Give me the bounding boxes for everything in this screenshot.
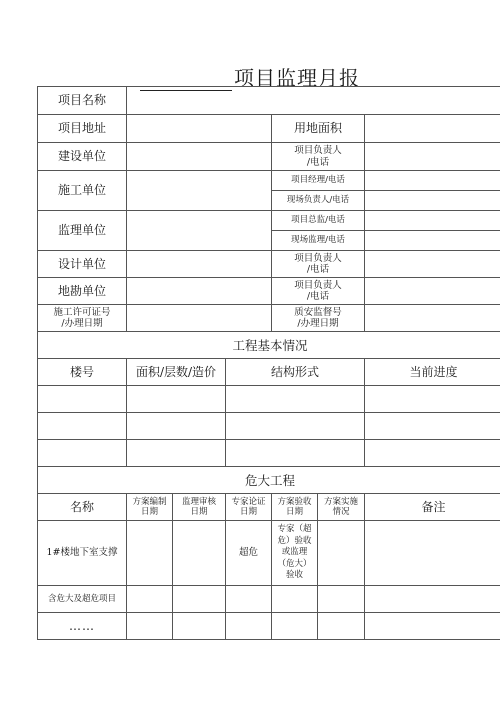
danger-row1-name: 1#楼地下室支撑	[38, 521, 127, 586]
danger-section-heading: 危大工程	[38, 467, 500, 494]
basic-cell[interactable]	[38, 386, 127, 413]
land-area-label: 用地面积	[272, 115, 365, 143]
permit-value[interactable]	[127, 305, 272, 332]
construction-unit-label: 建设单位	[38, 143, 127, 171]
project-name-value[interactable]	[127, 87, 500, 115]
danger-cell[interactable]	[226, 613, 272, 640]
basic-header-building: 楼号	[38, 359, 127, 386]
danger-cell[interactable]	[127, 586, 173, 613]
danger-header-name: 名称	[38, 494, 127, 521]
danger-header-expert-date: 专家论证 日期	[226, 494, 272, 521]
danger-cell[interactable]	[272, 613, 318, 640]
danger-cell[interactable]	[365, 521, 500, 586]
danger-header-note: 备注	[365, 494, 500, 521]
design-contact-label: 项目负责人 /电话	[272, 251, 365, 278]
basic-section-heading: 工程基本情况	[38, 332, 500, 359]
project-address-value[interactable]	[127, 115, 272, 143]
supervision-chief-label: 项目总监/电话	[272, 211, 365, 231]
danger-header-accept-date: 方案验收 日期	[272, 494, 318, 521]
survey-contact-label: 项目负责人 /电话	[272, 278, 365, 305]
danger-row3-name: ……	[38, 613, 127, 640]
basic-cell[interactable]	[127, 413, 226, 440]
danger-cell[interactable]	[173, 586, 226, 613]
contractor-pm-value[interactable]	[365, 171, 500, 191]
contractor-site-value[interactable]	[365, 191, 500, 211]
project-address-label: 项目地址	[38, 115, 127, 143]
contractor-pm-label: 项目经理/电话	[272, 171, 365, 191]
construction-contact-label: 项目负责人 /电话	[272, 143, 365, 171]
danger-cell[interactable]	[173, 521, 226, 586]
basic-cell[interactable]	[127, 386, 226, 413]
basic-cell[interactable]	[38, 413, 127, 440]
danger-row1-expert: 超危	[226, 521, 272, 586]
basic-cell[interactable]	[365, 440, 500, 467]
basic-cell[interactable]	[365, 413, 500, 440]
danger-cell[interactable]	[365, 613, 500, 640]
basic-cell[interactable]	[226, 413, 365, 440]
danger-cell[interactable]	[365, 586, 500, 613]
quality-value[interactable]	[365, 305, 500, 332]
danger-cell[interactable]	[127, 521, 173, 586]
danger-header-review-date: 监理审核 日期	[173, 494, 226, 521]
basic-cell[interactable]	[365, 386, 500, 413]
basic-header-progress: 当前进度	[365, 359, 500, 386]
construction-contact-value[interactable]	[365, 143, 500, 171]
construction-unit-value[interactable]	[127, 143, 272, 171]
danger-cell[interactable]	[272, 586, 318, 613]
basic-header-structure: 结构形式	[226, 359, 365, 386]
supervision-site-label: 现场监理/电话	[272, 231, 365, 251]
danger-cell[interactable]	[318, 586, 365, 613]
danger-row2-name: 含危大及超危项目	[38, 586, 127, 613]
monthly-report-table	[37, 86, 500, 640]
contractor-site-label: 现场负责人/电话	[272, 191, 365, 211]
basic-cell[interactable]	[38, 440, 127, 467]
supervision-unit-value[interactable]	[127, 211, 272, 251]
basic-cell[interactable]	[127, 440, 226, 467]
danger-cell[interactable]	[318, 613, 365, 640]
danger-cell[interactable]	[318, 521, 365, 586]
design-unit-value[interactable]	[127, 251, 272, 278]
project-name-label: 项目名称	[38, 87, 127, 115]
quality-label: 质安监督号 /办理日期	[272, 305, 365, 332]
danger-header-plan-date: 方案编制 日期	[127, 494, 173, 521]
contractor-unit-value[interactable]	[127, 171, 272, 211]
basic-cell[interactable]	[226, 440, 365, 467]
permit-label: 施工许可证号 /办理日期	[38, 305, 127, 332]
danger-header-impl: 方案实施 情况	[318, 494, 365, 521]
danger-cell[interactable]	[127, 613, 173, 640]
land-area-value[interactable]	[365, 115, 500, 143]
title-text: 项目监理月报	[234, 66, 360, 90]
supervision-unit-label: 监理单位	[38, 211, 127, 251]
supervision-chief-value[interactable]	[365, 211, 500, 231]
design-unit-label: 设计单位	[38, 251, 127, 278]
danger-cell[interactable]	[226, 586, 272, 613]
contractor-unit-label: 施工单位	[38, 171, 127, 211]
survey-unit-value[interactable]	[127, 278, 272, 305]
supervision-site-value[interactable]	[365, 231, 500, 251]
basic-header-area: 面积/层数/造价	[127, 359, 226, 386]
survey-unit-label: 地勘单位	[38, 278, 127, 305]
danger-row1-accept: 专家（超 危）验收 或监理 （危大） 验收	[272, 521, 318, 586]
design-contact-value[interactable]	[365, 251, 500, 278]
basic-cell[interactable]	[226, 386, 365, 413]
survey-contact-value[interactable]	[365, 278, 500, 305]
danger-cell[interactable]	[173, 613, 226, 640]
